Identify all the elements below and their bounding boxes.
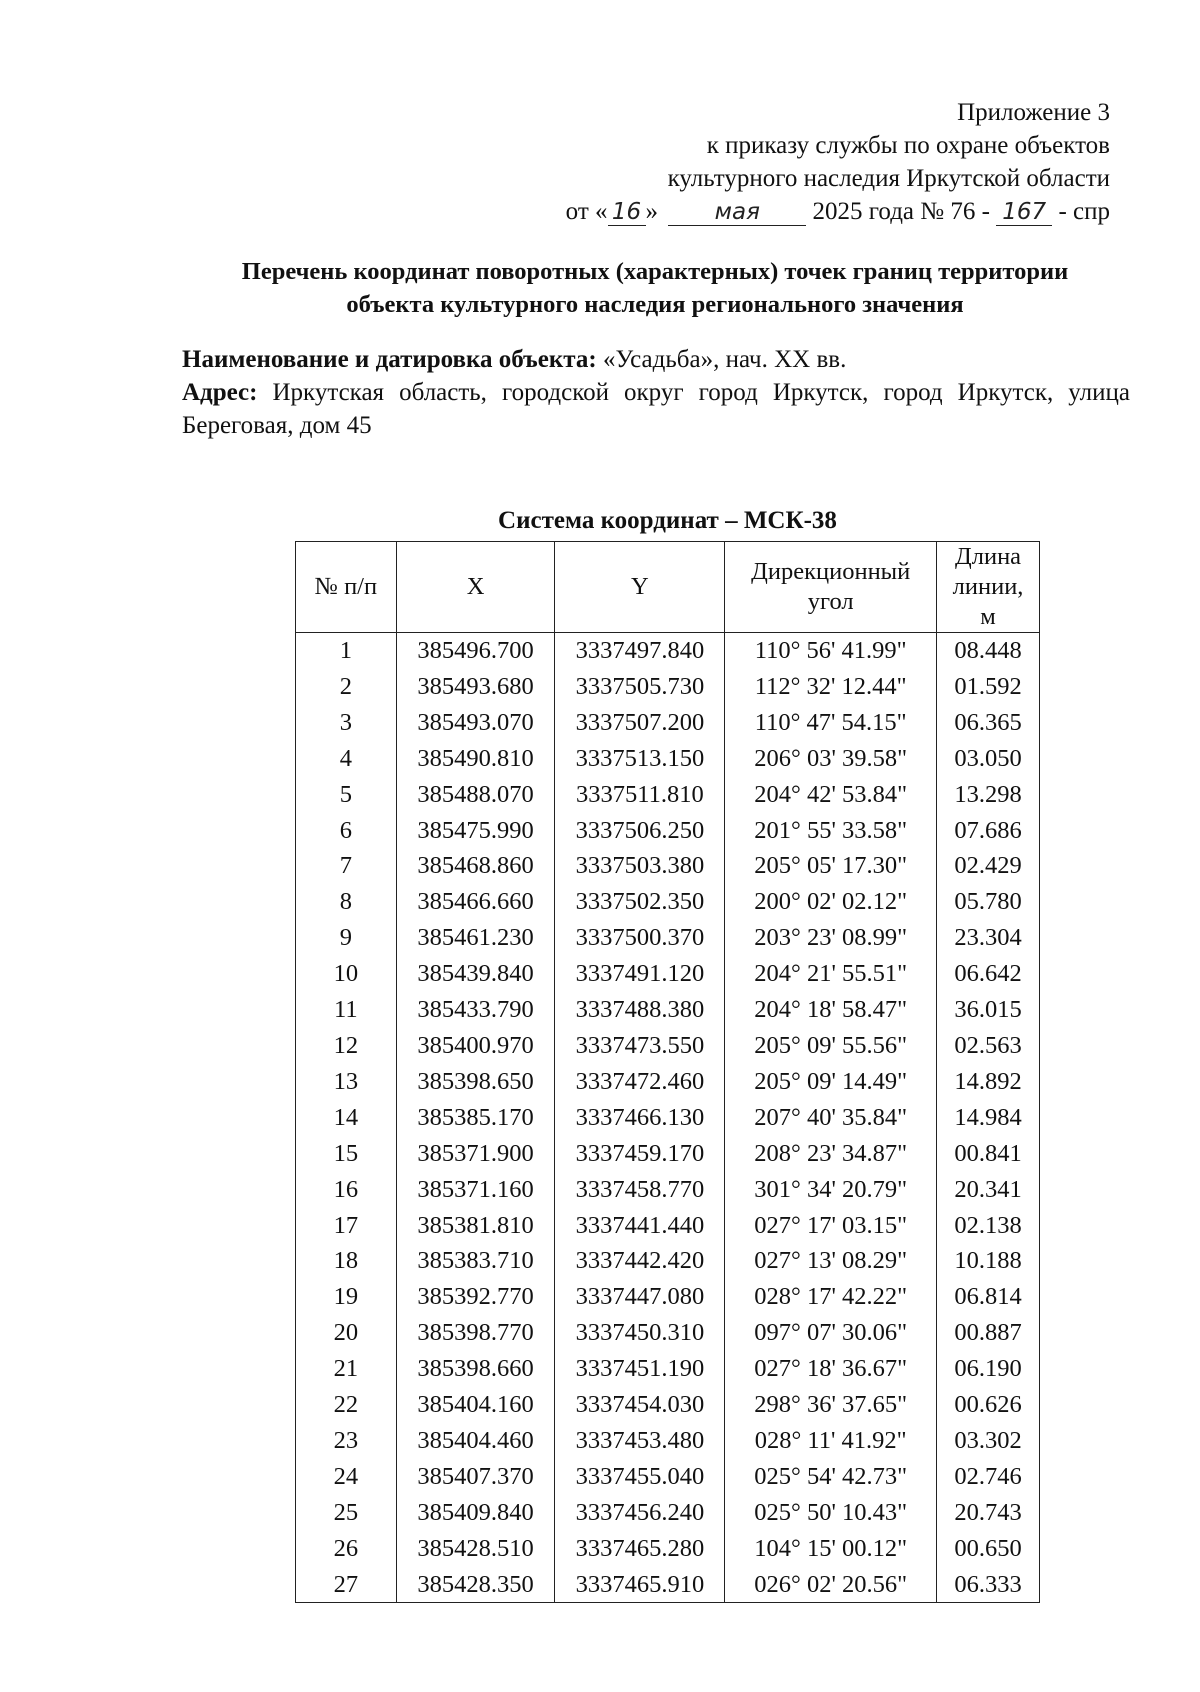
cell-line-length: 06.365 bbox=[937, 705, 1040, 741]
table-row bbox=[296, 1351, 1040, 1387]
cell-y: 3337459.170 bbox=[555, 1136, 725, 1172]
date-quote-close: » bbox=[645, 198, 659, 225]
cell-y: 3337505.730 bbox=[555, 669, 725, 705]
cell-direction-angle: 205° 05' 17.30" bbox=[725, 848, 937, 884]
cell-direction-angle: 027° 13' 08.29" bbox=[725, 1243, 937, 1279]
cell-direction-angle: 208° 23' 34.87" bbox=[725, 1136, 937, 1172]
header-num: № п/п bbox=[296, 542, 397, 633]
cell-line-length: 05.780 bbox=[937, 884, 1040, 920]
table-row bbox=[296, 1567, 1040, 1603]
cell-x: 385407.370 bbox=[396, 1459, 555, 1495]
cell-line-length: 14.892 bbox=[937, 1064, 1040, 1100]
cell-direction-angle: 204° 18' 58.47" bbox=[725, 992, 937, 1028]
cell-line-length: 02.563 bbox=[937, 1028, 1040, 1064]
table-row bbox=[296, 1172, 1040, 1208]
table-row bbox=[296, 1423, 1040, 1459]
cell-line-length: 20.743 bbox=[937, 1495, 1040, 1531]
cell-direction-angle: 025° 50' 10.43" bbox=[725, 1495, 937, 1531]
table-row bbox=[296, 1100, 1040, 1136]
cell-point-number: 19 bbox=[296, 1279, 397, 1315]
cell-x: 385381.810 bbox=[396, 1208, 555, 1244]
cell-direction-angle: 097° 07' 30.06" bbox=[725, 1315, 937, 1351]
appendix-order-ref: к приказу службы по охране объектов bbox=[706, 132, 1110, 159]
table-body bbox=[296, 633, 1040, 1603]
cell-x: 385398.770 bbox=[396, 1315, 555, 1351]
table-row bbox=[296, 633, 1040, 669]
cell-line-length: 14.984 bbox=[937, 1100, 1040, 1136]
cell-x: 385404.460 bbox=[396, 1423, 555, 1459]
cell-y: 3337472.460 bbox=[555, 1064, 725, 1100]
cell-point-number: 24 bbox=[296, 1459, 397, 1495]
cell-y: 3337465.280 bbox=[555, 1531, 725, 1567]
appendix-authority: культурного наследия Иркутской области bbox=[667, 165, 1110, 192]
cell-line-length: 13.298 bbox=[937, 777, 1040, 813]
cell-point-number: 26 bbox=[296, 1531, 397, 1567]
header-angle-line-2: угол bbox=[807, 588, 854, 615]
cell-point-number: 20 bbox=[296, 1315, 397, 1351]
cell-line-length: 06.333 bbox=[937, 1567, 1040, 1603]
cell-x: 385409.840 bbox=[396, 1495, 555, 1531]
document-title bbox=[180, 255, 1130, 321]
cell-direction-angle: 110° 56' 41.99" bbox=[725, 633, 937, 669]
header-angle bbox=[725, 542, 937, 633]
cell-point-number: 12 bbox=[296, 1028, 397, 1064]
cell-point-number: 27 bbox=[296, 1567, 397, 1603]
cell-direction-angle: 200° 02' 02.12" bbox=[725, 884, 937, 920]
cell-x: 385404.160 bbox=[396, 1387, 555, 1423]
table-row bbox=[296, 705, 1040, 741]
cell-direction-angle: 028° 11' 41.92" bbox=[725, 1423, 937, 1459]
table-row bbox=[296, 1136, 1040, 1172]
table-row bbox=[296, 1028, 1040, 1064]
cell-y: 3337454.030 bbox=[555, 1387, 725, 1423]
cell-line-length: 00.626 bbox=[937, 1387, 1040, 1423]
coordinates-table bbox=[295, 541, 1040, 1603]
cell-point-number: 21 bbox=[296, 1351, 397, 1387]
cell-point-number: 22 bbox=[296, 1387, 397, 1423]
cell-x: 385475.990 bbox=[396, 813, 555, 849]
cell-x: 385490.810 bbox=[396, 741, 555, 777]
header-y: Y bbox=[555, 542, 725, 633]
cell-point-number: 18 bbox=[296, 1243, 397, 1279]
year-and-order: 2025 года № 76 - bbox=[812, 198, 990, 225]
handwritten-order-number: 167 bbox=[996, 199, 1052, 226]
cell-x: 385439.840 bbox=[396, 956, 555, 992]
cell-point-number: 11 bbox=[296, 992, 397, 1028]
cell-y: 3337453.480 bbox=[555, 1423, 725, 1459]
header-x: X bbox=[396, 542, 555, 633]
cell-x: 385461.230 bbox=[396, 920, 555, 956]
cell-y: 3337447.080 bbox=[555, 1279, 725, 1315]
title-line-2: объекта культурного наследия регионального значения bbox=[346, 291, 964, 318]
table-row bbox=[296, 1459, 1040, 1495]
cell-direction-angle: 025° 54' 42.73" bbox=[725, 1459, 937, 1495]
cell-direction-angle: 027° 17' 03.15" bbox=[725, 1208, 937, 1244]
cell-point-number: 17 bbox=[296, 1208, 397, 1244]
cell-line-length: 23.304 bbox=[937, 920, 1040, 956]
cell-line-length: 00.887 bbox=[937, 1315, 1040, 1351]
table-row bbox=[296, 669, 1040, 705]
cell-x: 385383.710 bbox=[396, 1243, 555, 1279]
cell-y: 3337473.550 bbox=[555, 1028, 725, 1064]
cell-y: 3337488.380 bbox=[555, 992, 725, 1028]
cell-direction-angle: 205° 09' 14.49" bbox=[725, 1064, 937, 1100]
header-length-line-3: м bbox=[980, 603, 996, 630]
cell-line-length: 10.188 bbox=[937, 1243, 1040, 1279]
coordinate-system-caption: Система координат – МСК-38 bbox=[498, 507, 837, 534]
table-row bbox=[296, 1531, 1040, 1567]
cell-x: 385398.650 bbox=[396, 1064, 555, 1100]
cell-point-number: 14 bbox=[296, 1100, 397, 1136]
cell-y: 3337465.910 bbox=[555, 1567, 725, 1603]
cell-direction-angle: 205° 09' 55.56" bbox=[725, 1028, 937, 1064]
handwritten-month: мая bbox=[668, 199, 806, 226]
cell-point-number: 13 bbox=[296, 1064, 397, 1100]
cell-point-number: 4 bbox=[296, 741, 397, 777]
title-line-1: Перечень координат поворотных (характерных) точек границ территории bbox=[241, 258, 1069, 285]
table-row bbox=[296, 920, 1040, 956]
cell-x: 385468.860 bbox=[396, 848, 555, 884]
cell-x: 385493.680 bbox=[396, 669, 555, 705]
cell-direction-angle: 027° 18' 36.67" bbox=[725, 1351, 937, 1387]
object-name-value: «Усадьба», нач. XX вв. bbox=[602, 346, 847, 373]
cell-direction-angle: 104° 15' 00.12" bbox=[725, 1531, 937, 1567]
object-info bbox=[182, 343, 1130, 442]
handwritten-day: 16 bbox=[608, 199, 646, 226]
cell-point-number: 16 bbox=[296, 1172, 397, 1208]
header-length bbox=[937, 542, 1040, 633]
cell-line-length: 06.642 bbox=[937, 956, 1040, 992]
appendix-date-line bbox=[566, 195, 1110, 228]
cell-x: 385385.170 bbox=[396, 1100, 555, 1136]
header-angle-line-1: Дирекционный bbox=[751, 558, 911, 585]
cell-point-number: 23 bbox=[296, 1423, 397, 1459]
cell-line-length: 02.746 bbox=[937, 1459, 1040, 1495]
header-length-line-1: Длина bbox=[955, 543, 1022, 570]
table-row bbox=[296, 741, 1040, 777]
cell-y: 3337506.250 bbox=[555, 813, 725, 849]
cell-line-length: 06.814 bbox=[937, 1279, 1040, 1315]
cell-y: 3337503.380 bbox=[555, 848, 725, 884]
table-row bbox=[296, 1208, 1040, 1244]
cell-point-number: 2 bbox=[296, 669, 397, 705]
cell-y: 3337441.440 bbox=[555, 1208, 725, 1244]
cell-direction-angle: 301° 34' 20.79" bbox=[725, 1172, 937, 1208]
table-row bbox=[296, 777, 1040, 813]
cell-x: 385371.900 bbox=[396, 1136, 555, 1172]
cell-x: 385428.350 bbox=[396, 1567, 555, 1603]
cell-x: 385466.660 bbox=[396, 884, 555, 920]
cell-line-length: 03.050 bbox=[937, 741, 1040, 777]
cell-line-length: 06.190 bbox=[937, 1351, 1040, 1387]
cell-line-length: 02.138 bbox=[937, 1208, 1040, 1244]
cell-line-length: 08.448 bbox=[937, 633, 1040, 669]
table-row bbox=[296, 992, 1040, 1028]
cell-direction-angle: 203° 23' 08.99" bbox=[725, 920, 937, 956]
cell-x: 385488.070 bbox=[396, 777, 555, 813]
header-length-line-2: линии, bbox=[952, 573, 1024, 600]
cell-point-number: 15 bbox=[296, 1136, 397, 1172]
cell-x: 385392.770 bbox=[396, 1279, 555, 1315]
cell-x: 385496.700 bbox=[396, 633, 555, 669]
cell-y: 3337497.840 bbox=[555, 633, 725, 669]
cell-line-length: 02.429 bbox=[937, 848, 1040, 884]
object-name-label: Наименование и датировка объекта: bbox=[182, 346, 597, 373]
cell-x: 385371.160 bbox=[396, 1172, 555, 1208]
table-row bbox=[296, 1279, 1040, 1315]
cell-point-number: 6 bbox=[296, 813, 397, 849]
cell-y: 3337455.040 bbox=[555, 1459, 725, 1495]
cell-y: 3337513.150 bbox=[555, 741, 725, 777]
table-row bbox=[296, 813, 1040, 849]
cell-x: 385398.660 bbox=[396, 1351, 555, 1387]
cell-point-number: 8 bbox=[296, 884, 397, 920]
cell-x: 385400.970 bbox=[396, 1028, 555, 1064]
cell-point-number: 9 bbox=[296, 920, 397, 956]
address-value: Иркутская область, городской округ город Иркутск, город Иркутск, улица Береговая, дом 45 bbox=[182, 379, 1131, 439]
object-address bbox=[182, 376, 1130, 442]
cell-point-number: 3 bbox=[296, 705, 397, 741]
cell-y: 3337456.240 bbox=[555, 1495, 725, 1531]
cell-y: 3337502.350 bbox=[555, 884, 725, 920]
table-header-row bbox=[296, 542, 1040, 633]
cell-direction-angle: 204° 21' 55.51" bbox=[725, 956, 937, 992]
table-row bbox=[296, 1495, 1040, 1531]
appendix-number: Приложение 3 bbox=[957, 99, 1110, 126]
cell-x: 385433.790 bbox=[396, 992, 555, 1028]
cell-direction-angle: 110° 47' 54.15" bbox=[725, 705, 937, 741]
cell-y: 3337458.770 bbox=[555, 1172, 725, 1208]
table-row bbox=[296, 848, 1040, 884]
cell-y: 3337442.420 bbox=[555, 1243, 725, 1279]
address-label: Адрес: bbox=[182, 379, 258, 406]
cell-line-length: 20.341 bbox=[937, 1172, 1040, 1208]
cell-y: 3337451.190 bbox=[555, 1351, 725, 1387]
cell-point-number: 1 bbox=[296, 633, 397, 669]
cell-point-number: 5 bbox=[296, 777, 397, 813]
cell-direction-angle: 207° 40' 35.84" bbox=[725, 1100, 937, 1136]
cell-direction-angle: 298° 36' 37.65" bbox=[725, 1387, 937, 1423]
cell-point-number: 10 bbox=[296, 956, 397, 992]
cell-line-length: 36.015 bbox=[937, 992, 1040, 1028]
cell-point-number: 25 bbox=[296, 1495, 397, 1531]
order-suffix: - спр bbox=[1058, 198, 1110, 225]
cell-line-length: 00.841 bbox=[937, 1136, 1040, 1172]
table-row bbox=[296, 884, 1040, 920]
appendix-header bbox=[566, 96, 1110, 228]
cell-line-length: 03.302 bbox=[937, 1423, 1040, 1459]
cell-y: 3337511.810 bbox=[555, 777, 725, 813]
cell-y: 3337507.200 bbox=[555, 705, 725, 741]
cell-y: 3337466.130 bbox=[555, 1100, 725, 1136]
cell-x: 385428.510 bbox=[396, 1531, 555, 1567]
table-row bbox=[296, 1315, 1040, 1351]
cell-direction-angle: 112° 32' 12.44" bbox=[725, 669, 937, 705]
cell-y: 3337450.310 bbox=[555, 1315, 725, 1351]
date-prefix: от « bbox=[565, 198, 608, 225]
cell-point-number: 7 bbox=[296, 848, 397, 884]
cell-y: 3337500.370 bbox=[555, 920, 725, 956]
table-row bbox=[296, 956, 1040, 992]
table-row bbox=[296, 1387, 1040, 1423]
cell-direction-angle: 201° 55' 33.58" bbox=[725, 813, 937, 849]
cell-direction-angle: 026° 02' 20.56" bbox=[725, 1567, 937, 1603]
cell-y: 3337491.120 bbox=[555, 956, 725, 992]
cell-line-length: 00.650 bbox=[937, 1531, 1040, 1567]
cell-line-length: 07.686 bbox=[937, 813, 1040, 849]
table-row bbox=[296, 1243, 1040, 1279]
cell-direction-angle: 206° 03' 39.58" bbox=[725, 741, 937, 777]
cell-x: 385493.070 bbox=[396, 705, 555, 741]
object-name bbox=[182, 343, 1130, 376]
cell-direction-angle: 204° 42' 53.84" bbox=[725, 777, 937, 813]
cell-direction-angle: 028° 17' 42.22" bbox=[725, 1279, 937, 1315]
table-row bbox=[296, 1064, 1040, 1100]
cell-line-length: 01.592 bbox=[937, 669, 1040, 705]
